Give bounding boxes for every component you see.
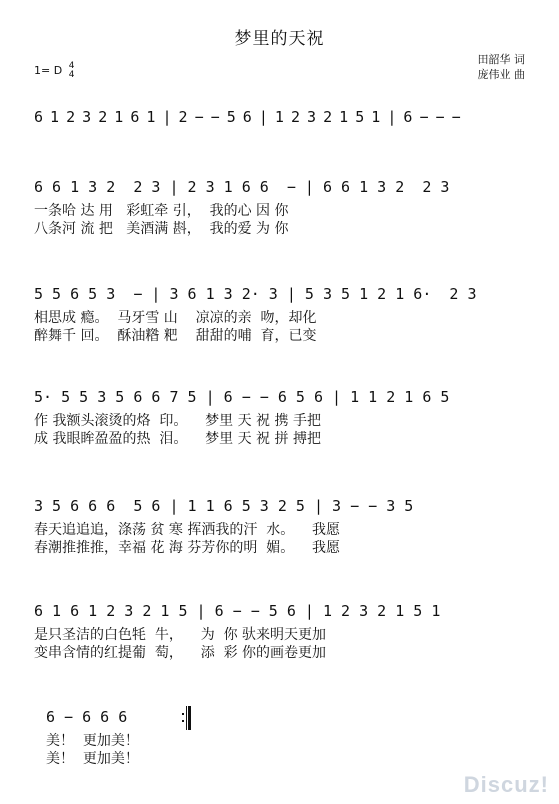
key-and-time-signature	[34, 62, 74, 80]
lyrics-verse-2: 美！ 更加美！	[46, 751, 139, 767]
watermark-logo: Discuz!	[463, 772, 549, 797]
lyrics-verse-2: 变串含情的红提葡 萄， 添 彩 你的画卷更加	[34, 645, 327, 661]
notes-line: 5· 5 5 3 5 6 6 7 5 | 6 − − 6 5 6 | 1 1 2 1 6 5	[34, 388, 450, 406]
score-system-6	[34, 600, 524, 660]
score-system-5	[34, 495, 524, 555]
key-signature: 1= D	[34, 64, 63, 77]
lyrics-verse-1: 美！ 更加美！	[46, 733, 139, 749]
notes-line: 6 − 6 6 6	[46, 708, 128, 726]
lyrics-verse-1: 作 我额头滚烫的烙 印。 梦里 天 祝 携 手把	[34, 413, 321, 429]
score-system-2	[34, 176, 524, 236]
lyrics-verse-2: 春潮推推推，幸福 花 海 芬芳你的明 媚。 我愿	[34, 540, 341, 556]
lyricist-credit: 田韶华 词	[477, 53, 525, 66]
lyrics-verse-2: 成 我眼眸盈盈的热 泪。 梦里 天 祝 拼 搏把	[34, 431, 321, 447]
notes-line: 5 5 6 5 3 − | 3 6 1 3 2· 3 | 5 3 5 1 2 1 6· 2 3	[34, 285, 477, 303]
lyrics-verse-1: 相思成 瘾。 马牙雪 山 凉凉的亲 吻，却化	[34, 310, 317, 326]
final-repeat-barline	[182, 706, 190, 730]
time-signature: 4 4	[68, 61, 75, 80]
notes-line: 3 5 6 6 6 5 6 | 1 1 6 5 3 2 5 | 3 − − 3 5	[34, 497, 414, 515]
song-title: 梦里的天祝	[234, 29, 325, 49]
notes-line: 6 6 1 3 2 2 3 | 2 3 1 6 6 − | 6 6 1 3 2 2 3	[34, 178, 450, 196]
score-system-4	[34, 386, 524, 446]
notes-line: 6 1 2 3 2 1 6 1 | 2 − − 5 6 | 1 2 3 2 1 5 1 | 6 − − −	[34, 108, 461, 126]
score-system-1	[34, 106, 524, 136]
lyrics-verse-2: 八条河 流 把 美酒满 斟， 我的爱 为 你	[34, 221, 289, 237]
lyrics-verse-1: 一条哈 达 用 彩虹牵 引， 我的心 因 你	[34, 203, 289, 219]
score-system-7	[34, 706, 524, 766]
lyrics-verse-2: 醉舞千 回。 酥油糌 粑 甜甜的哺 育，已变	[34, 328, 317, 344]
lyrics-verse-1: 是只圣洁的白色牦 牛， 为 你 驮来明天更加	[34, 627, 327, 643]
notes-line: 6 1 6 1 2 3 2 1 5 | 6 − − 5 6 | 1 2 3 2 1 5 1	[34, 602, 441, 620]
composer-credit: 庞伟业 曲	[477, 68, 525, 81]
credits	[478, 52, 526, 82]
lyrics-verse-1: 春天追追追，涤荡 贫 寒 挥洒我的汗 水。 我愿	[34, 522, 341, 538]
score-system-3	[34, 283, 524, 343]
